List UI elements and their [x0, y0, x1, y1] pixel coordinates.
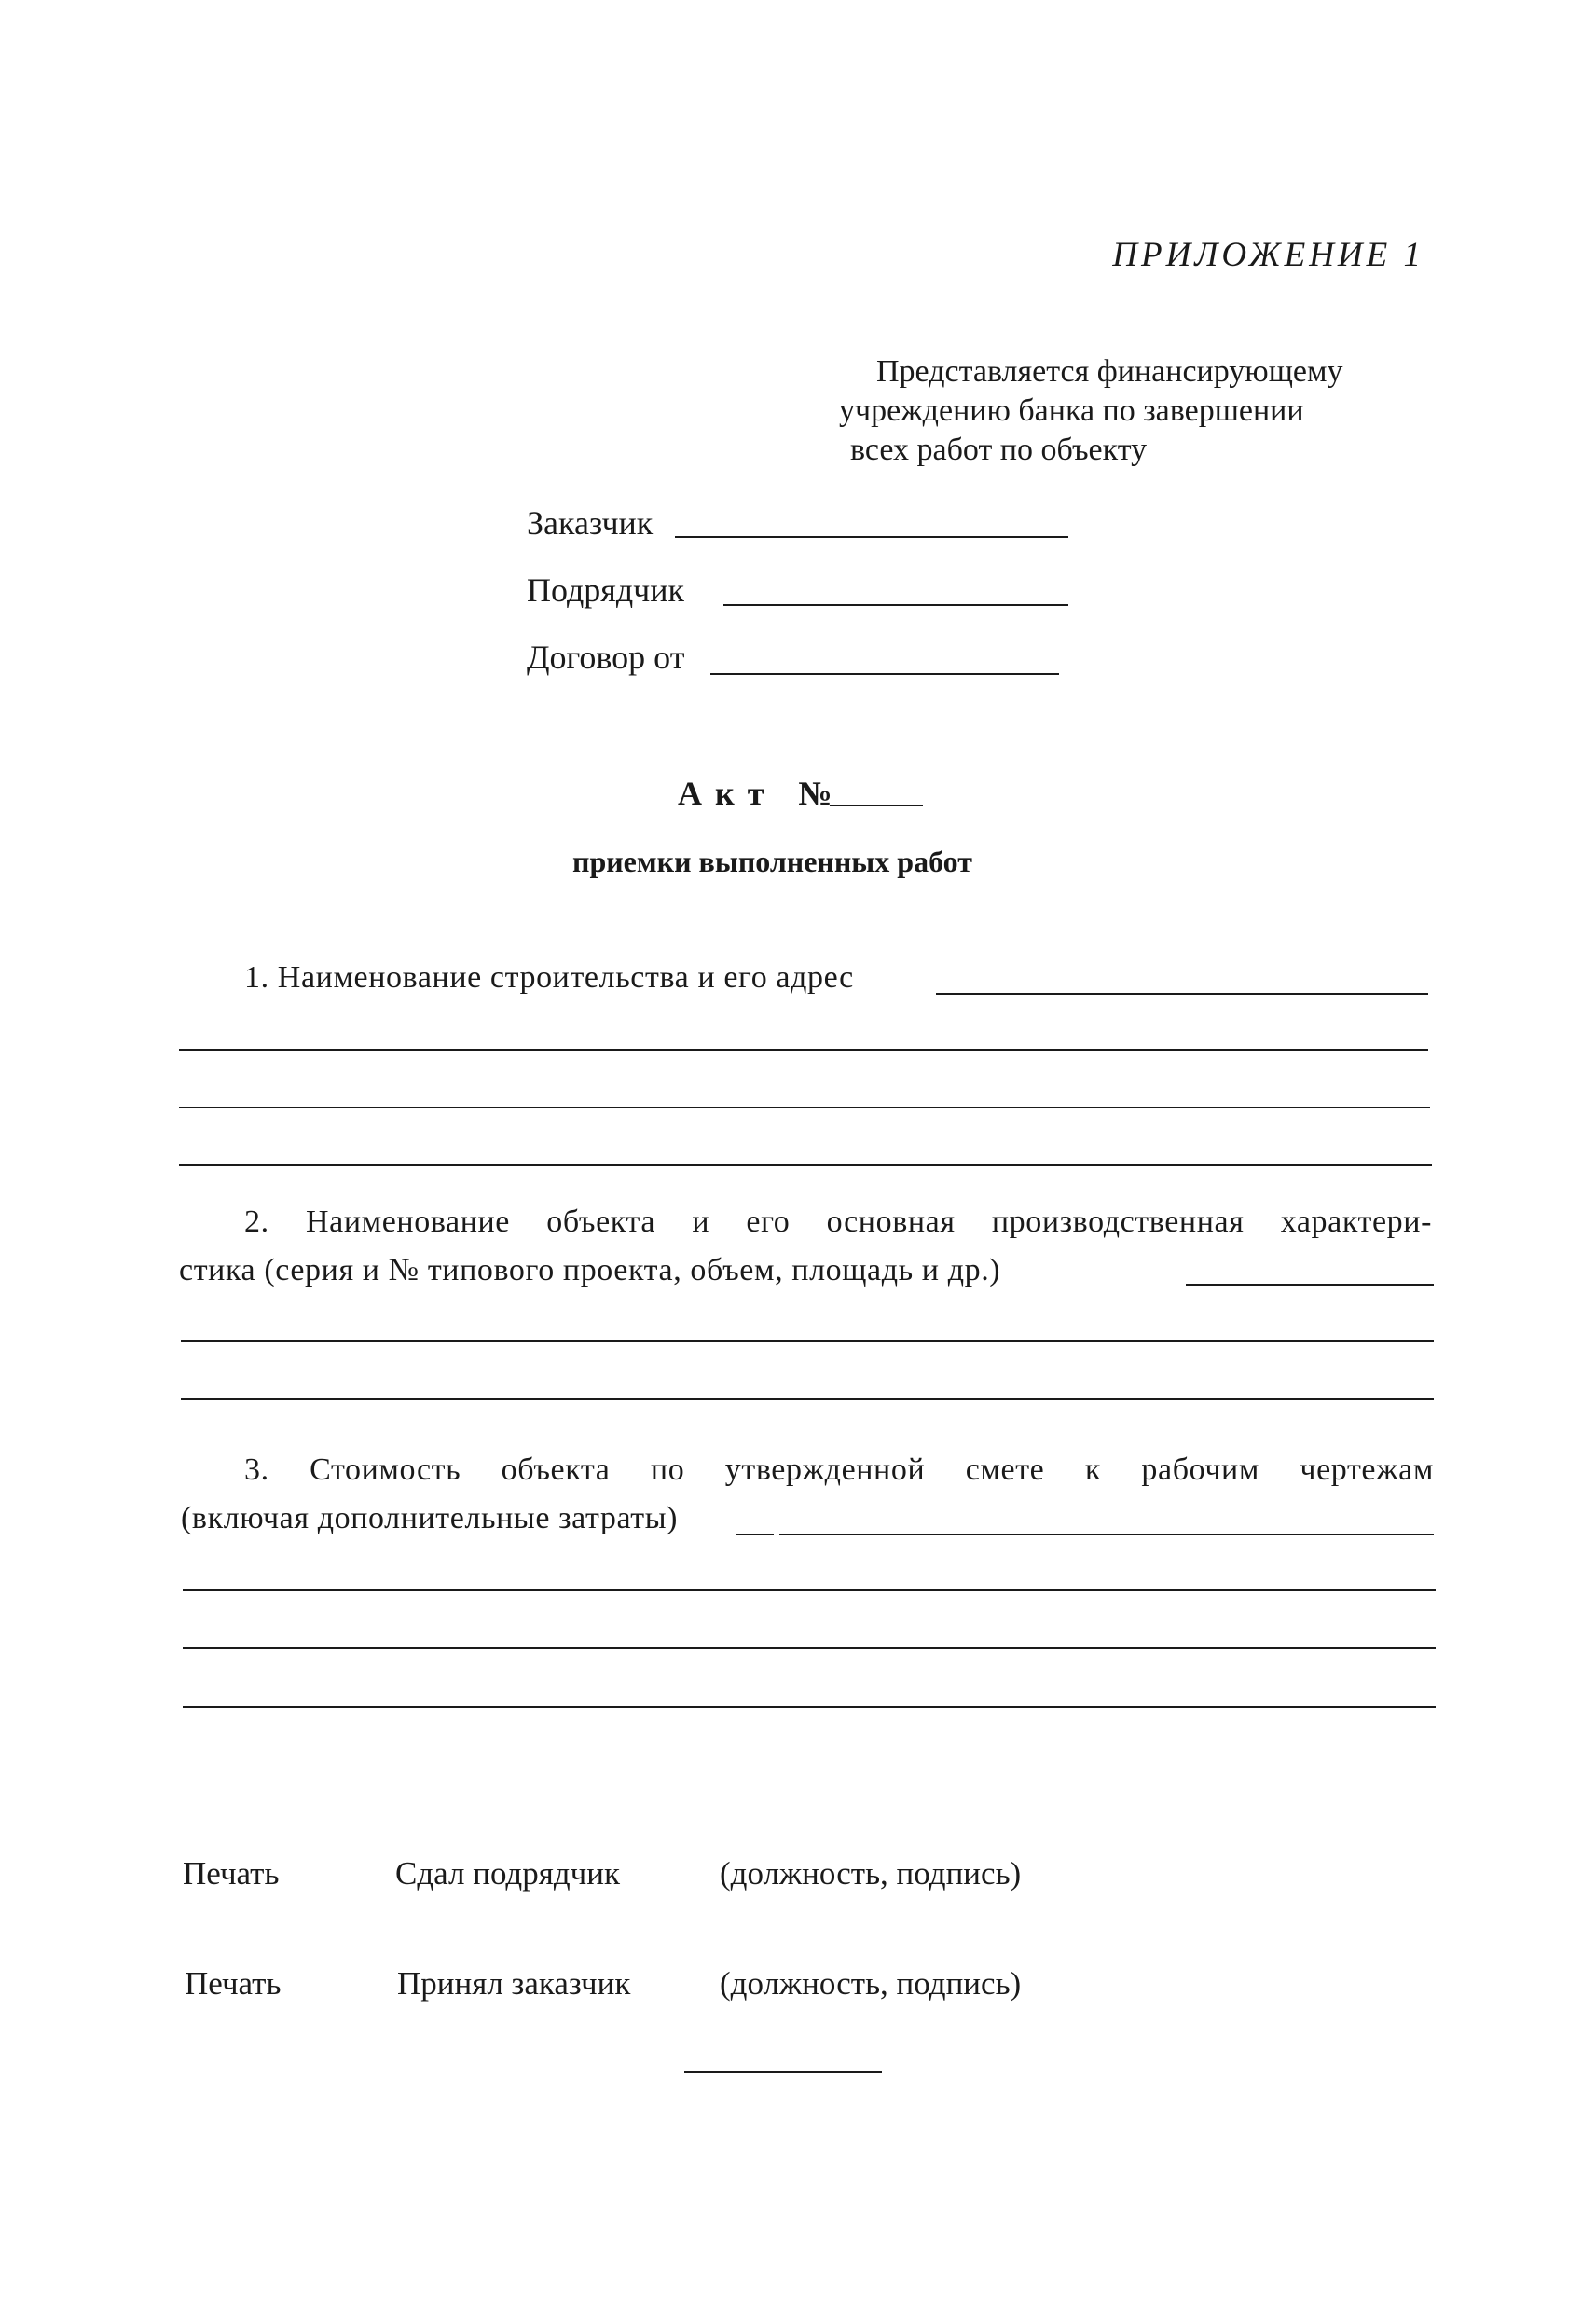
customer-field-line[interactable]	[675, 536, 1068, 538]
item-3-label-line-1: 3. Стоимость объекта по утвержденной смете к рабочим чертежам	[244, 1452, 1434, 1487]
item-3-line-4[interactable]	[183, 1706, 1436, 1708]
item-1-line-3[interactable]	[179, 1107, 1430, 1108]
contract-date-field-line[interactable]	[710, 673, 1059, 675]
item-2-field-line[interactable]	[1186, 1284, 1434, 1286]
item-1-line-4[interactable]	[179, 1164, 1432, 1166]
item-3-line-2[interactable]	[183, 1590, 1436, 1591]
stamp-label-2: Печать	[185, 1965, 282, 2002]
item-2-line-3[interactable]	[181, 1398, 1434, 1400]
act-number-field-line[interactable]	[830, 805, 923, 806]
accepted-by-customer: Принял заказчик	[397, 1965, 631, 2002]
item-3-field-line[interactable]	[779, 1534, 1434, 1535]
note-line-1: Представляется финансирующему	[876, 354, 1343, 389]
item-3-short-dash	[736, 1534, 774, 1535]
item-1-field-line[interactable]	[936, 993, 1428, 995]
item-1-label: 1. Наименование строительства и его адрес	[244, 960, 854, 995]
item-2-label-line-1: 2. Наименование объекта и его основная производственная характери-	[244, 1204, 1432, 1239]
stamp-label-1: Печать	[183, 1855, 280, 1892]
closing-divider	[684, 2071, 882, 2073]
item-3-line-3[interactable]	[183, 1647, 1436, 1649]
note-line-3: всех работ по объекту	[850, 433, 1148, 467]
signature-hint-2: (должность, подпись)	[720, 1965, 1022, 2002]
act-subtitle: приемки выполненных работ	[572, 845, 972, 878]
act-title: Акт №	[678, 775, 846, 812]
submission-note	[839, 352, 1434, 470]
handed-over-by-contractor: Сдал подрядчик	[395, 1855, 620, 1892]
appendix-label: ПРИЛОЖЕНИЕ 1	[1112, 236, 1424, 274]
item-3-label-line-2: (включая дополнительные затраты)	[181, 1501, 679, 1535]
item-2-line-2[interactable]	[181, 1340, 1434, 1342]
item-2-label-line-2: стика (серия и № типового проекта, объем, площадь и др.)	[179, 1253, 1001, 1287]
note-line-2: учреждению банка по завершении	[839, 393, 1304, 428]
signature-hint-1: (должность, подпись)	[720, 1855, 1022, 1892]
contract-date-label: Договор от	[527, 639, 685, 676]
contractor-field-line[interactable]	[723, 604, 1068, 606]
contractor-label: Подрядчик	[527, 571, 685, 609]
item-1-line-2[interactable]	[179, 1049, 1428, 1051]
customer-label: Заказчик	[527, 504, 654, 542]
